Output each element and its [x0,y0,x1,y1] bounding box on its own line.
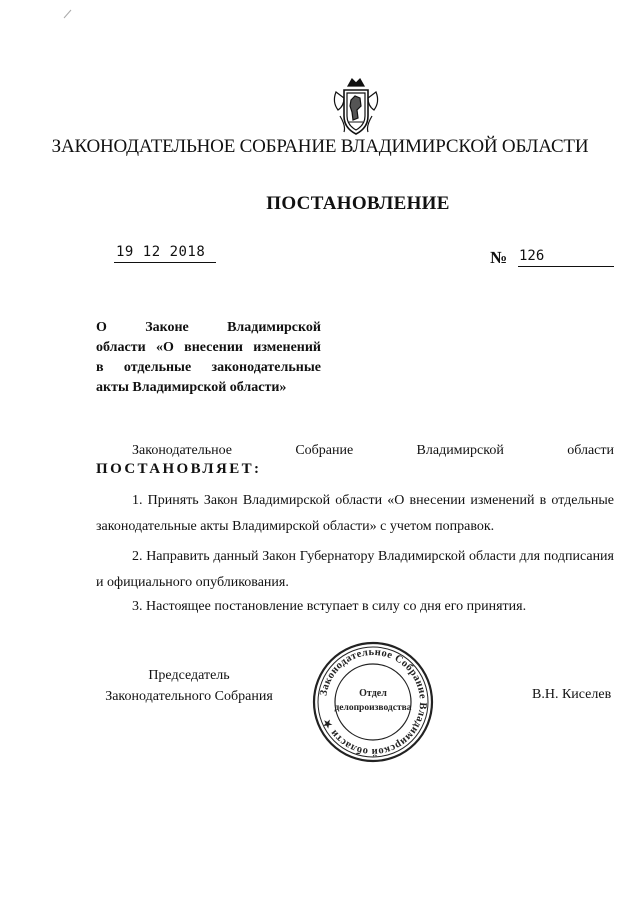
decree-item-1: 1. Принять Закон Владимирской области «О внесении изменений в отдельные законодательные акты Владимирской области» с учетом поправок. [96,493,614,534]
preamble-word: области [567,443,614,458]
signatory-title [96,665,282,707]
signatory-title-line: Законодательного Собрания [105,689,273,704]
signatory-title-line: Председатель [148,668,230,683]
official-seal [311,640,435,764]
document-date: 19 12 2018 [116,244,206,260]
number-sign: № [490,248,508,267]
preamble-word: Законодательное [132,443,232,458]
decree-word: ПОСТАНОВЛЯЕТ: [96,461,262,477]
decree-item-2: 2. Направить данный Закон Губернатору Владимирской области для подписания и официального опубликования. [96,549,614,590]
subject-line-3: в отдельные законодательные [96,360,321,375]
organization-title: ЗАКОНОДАТЕЛЬНОЕ СОБРАНИЕ ВЛАДИМИРСКОЙ ОБЛАСТИ [51,136,589,157]
subject-line-1 [96,318,321,338]
document-number: 126 [519,248,545,264]
coat-of-arms-icon [330,76,382,138]
seal-center-line-2: делопроизводства [334,703,412,713]
preamble [132,443,614,459]
date-underline [114,262,216,263]
subject-word: Законе [145,320,189,335]
subject-word: Владимирской [227,320,321,335]
signatory-name: В.Н. Киселев [532,687,612,702]
corner-mark [62,8,74,20]
subject-line-2: области «О внесении изменений [96,340,321,355]
seal-center-line-1: Отдел [359,688,387,699]
seal-ring-text: Законодательное Собрание Владимирской области ★ [318,646,429,758]
number-underline [518,266,614,267]
preamble-word: Собрание [295,443,354,458]
subject-word: О [96,320,107,335]
preamble-word: Владимирской [416,443,504,458]
subject-line-4: акты Владимирской области» [96,380,287,395]
decree-item-3: 3. Настоящее постановление вступает в силу со дня его принятия. [132,599,527,614]
document-subject [96,318,321,398]
document-type: ПОСТАНОВЛЕНИЕ [266,193,450,214]
